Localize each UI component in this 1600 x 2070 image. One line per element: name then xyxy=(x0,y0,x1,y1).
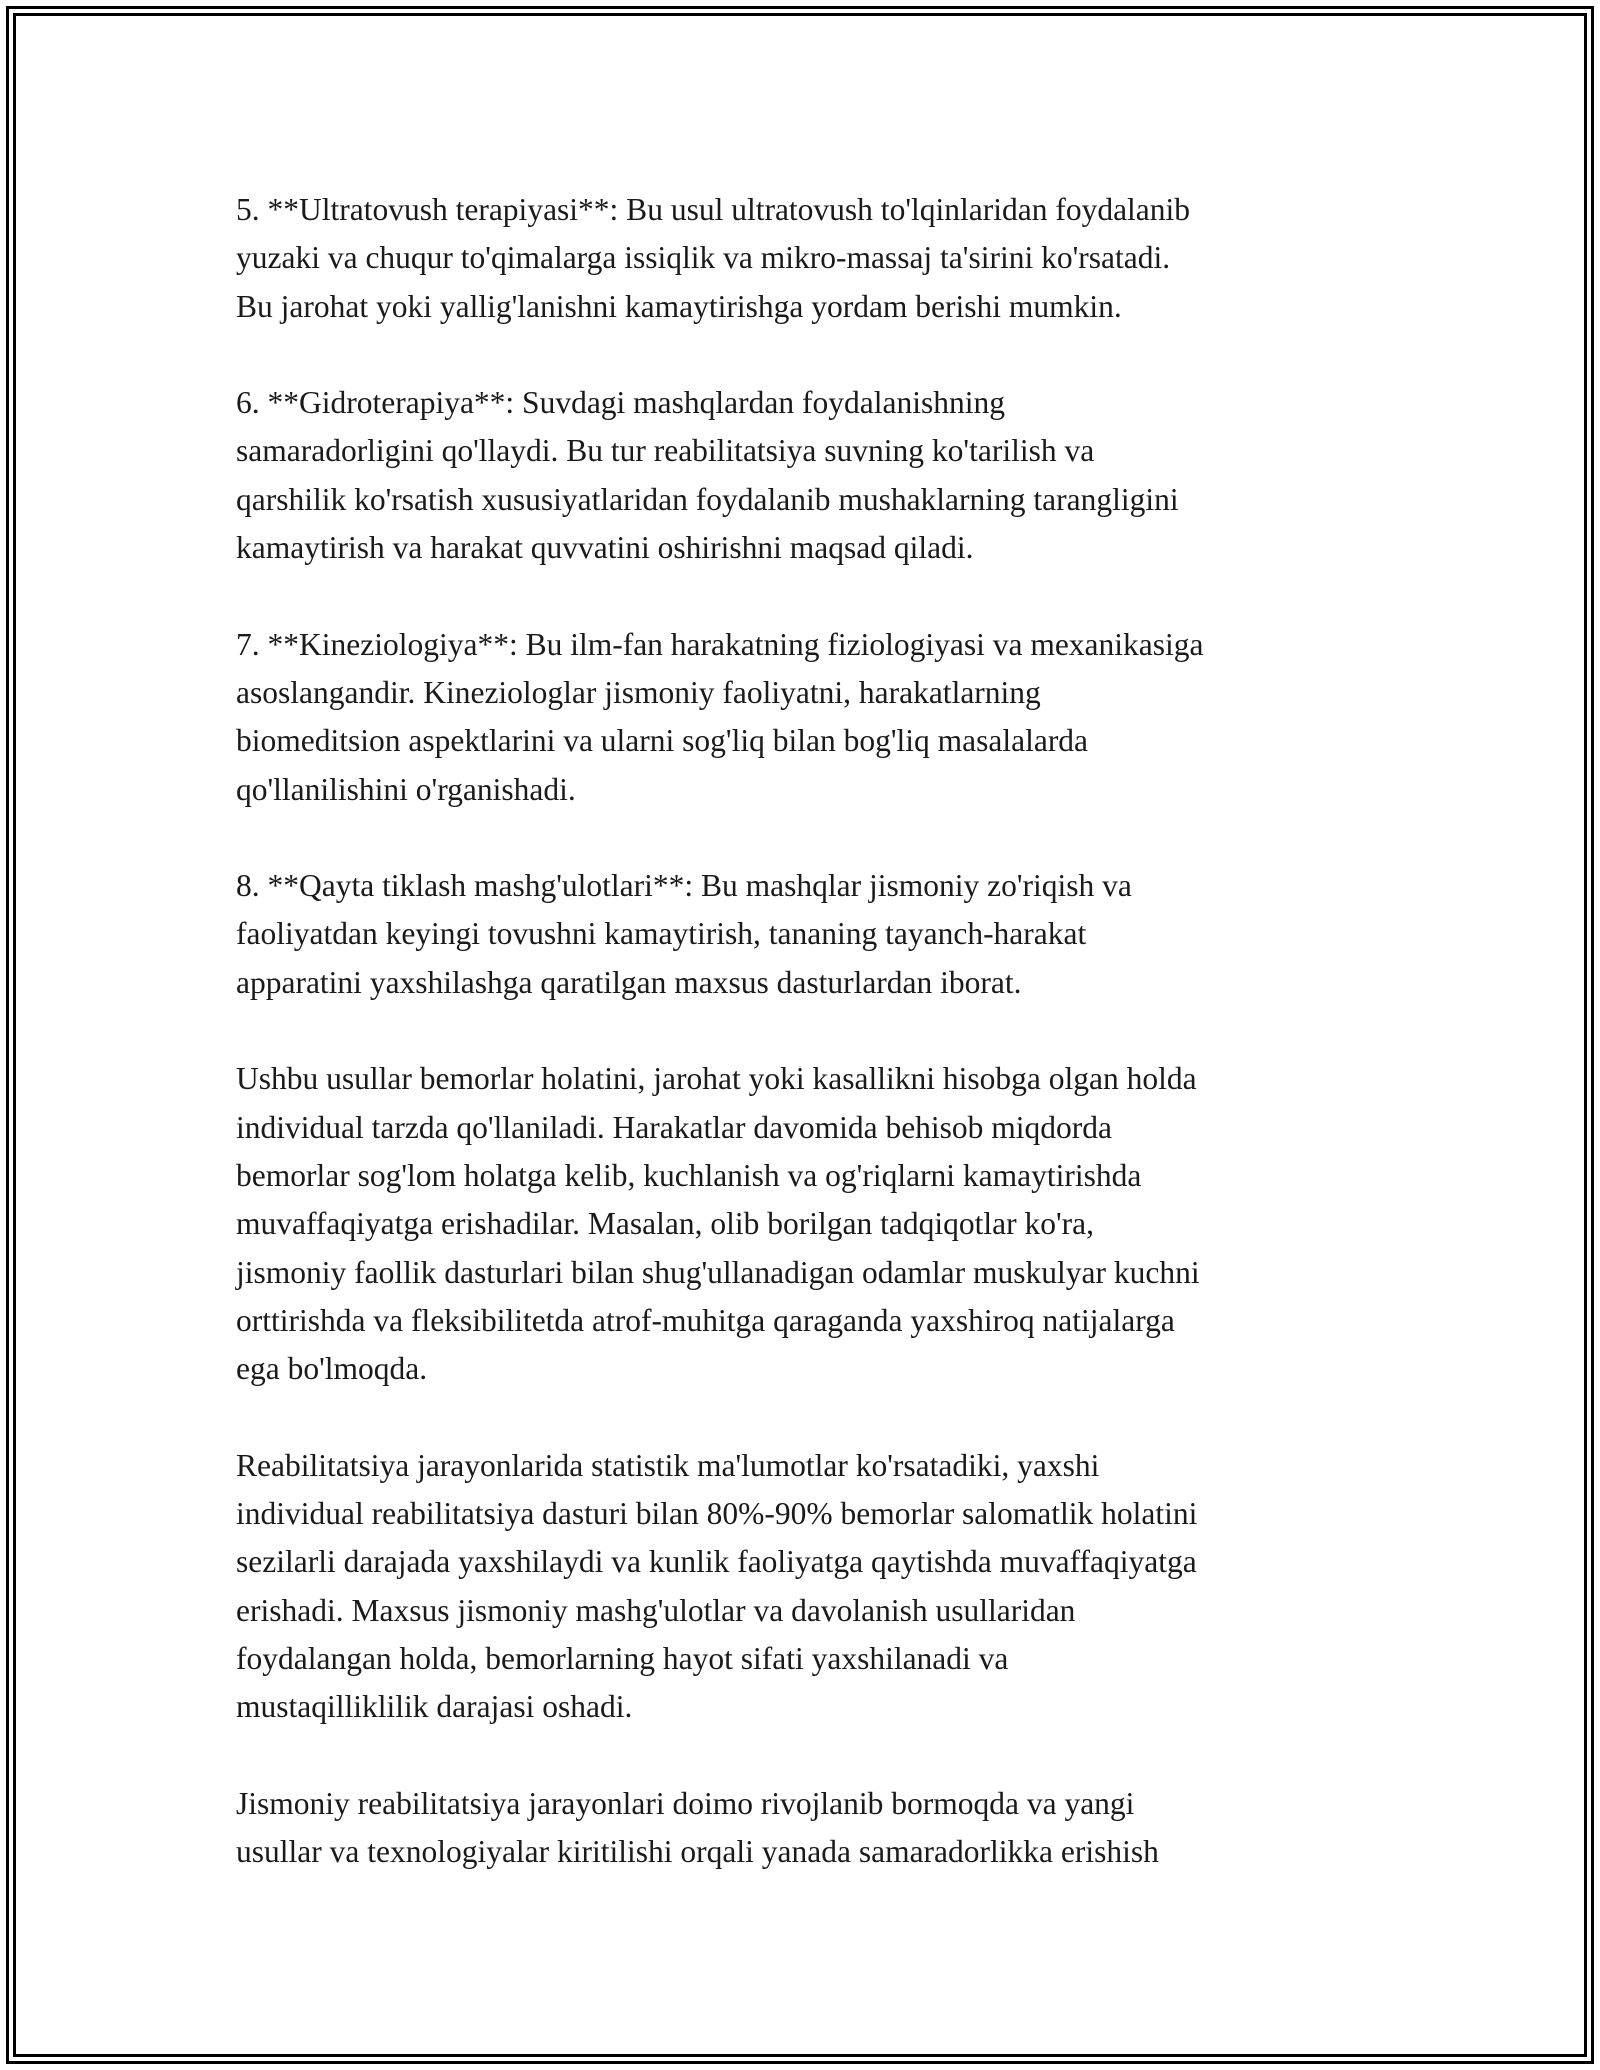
text-line: jismoniy faollik dasturlari bilan shug'ullanadigan odamlar muskulyar kuchni xyxy=(236,1254,1200,1290)
text-line: 7. **Kineziologiya**: Bu ilm-fan harakatning fiziologiyasi va mexanikasiga xyxy=(236,626,1204,662)
text-line: individual tarzda qo'llaniladi. Harakatlar davomida behisob miqdorda xyxy=(236,1109,1113,1145)
paragraph-ushbu-usullar xyxy=(236,1055,1386,1393)
text-line: individual reabilitatsiya dasturi bilan 80%-90% bemorlar salomatlik holatini xyxy=(236,1496,1198,1532)
text-line: usullar va texnologiyalar kiritilishi orqali yanada samaradorlikka erishish xyxy=(236,1834,1159,1870)
text-line: samaradorligini qo'llaydi. Bu tur reabilitatsiya suvning ko'tarilish va xyxy=(236,433,1095,469)
text-line: 8. **Qayta tiklash mashg'ulotlari**: Bu mashqlar jismoniy zo'riqish va xyxy=(236,868,1132,904)
text-line: 5. **Ultratovush terapiyasi**: Bu usul ultratovush to'lqinlaridan foydalanib xyxy=(236,192,1191,227)
paragraph-ultratovush-terapiyasi xyxy=(236,186,1386,331)
document-body xyxy=(236,186,1386,1925)
text-line: bemorlar sog'lom holatga kelib, kuchlanish va og'riqlarni kamaytirishda xyxy=(236,1157,1142,1193)
paragraph-gidroterapiya xyxy=(236,379,1386,572)
text-line: erishadi. Maxsus jismoniy mashg'ulotlar va davolanish usullaridan xyxy=(236,1592,1076,1628)
text-line: biomeditsion aspektlarini va ularni sog'liq bilan bog'liq masalalarda xyxy=(236,723,1089,759)
paragraph-kineziologiya xyxy=(236,621,1386,814)
text-line: ega bo'lmoqda. xyxy=(236,1351,428,1387)
text-line: foydalangan holda, bemorlarning hayot sifati yaxshilanadi va xyxy=(236,1640,1009,1676)
text-line: orttirishda va fleksibilitetda atrof-muhitga qaraganda yaxshiroq natijalarga xyxy=(236,1302,1175,1338)
text-line: apparatini yaxshilashga qaratilgan maxsus dasturlardan iborat. xyxy=(236,964,1022,1000)
text-line: kamaytirish va harakat quvvatini oshirishni maqsad qiladi. xyxy=(236,530,974,566)
text-line: faoliyatdan keyingi tovushni kamaytirish, tananing tayanch-harakat xyxy=(236,916,1087,952)
text-line: Bu jarohat yoki yallig'lanishni kamaytirishga yordam berishi mumkin. xyxy=(236,288,1122,324)
text-line: Reabilitatsiya jarayonlarida statistik ma'lumotlar ko'rsatadiki, yaxshi xyxy=(236,1447,1100,1483)
paragraph-jismoniy-reabilitatsiya xyxy=(236,1780,1386,1877)
paragraph-statistika xyxy=(236,1442,1386,1732)
text-line: muvaffaqiyatga erishadilar. Masalan, olib borilgan tadqiqotlar ko'ra, xyxy=(236,1206,1094,1242)
paragraph-qayta-tiklash xyxy=(236,862,1386,1007)
text-line: yuzaki va chuqur to'qimalarga issiqlik va mikro-massaj ta'sirini ko'rsatadi. xyxy=(236,240,1171,276)
text-line: qo'llanilishini o'rganishadi. xyxy=(236,771,576,807)
text-line: qarshilik ko'rsatish xususiyatlaridan foydalanib mushaklarning tarangligini xyxy=(236,481,1179,517)
text-line: mustaqilliklilik darajasi oshadi. xyxy=(236,1689,633,1725)
text-line: Ushbu usullar bemorlar holatini, jarohat yoki kasallikni hisobga olgan holda xyxy=(236,1061,1197,1097)
text-line: 6. **Gidroterapiya**: Suvdagi mashqlardan foydalanishning xyxy=(236,385,1005,421)
text-line: sezilarli darajada yaxshilaydi va kunlik faoliyatga qaytishda muvaffaqiyatga xyxy=(236,1544,1197,1580)
text-line: Jismoniy reabilitatsiya jarayonlari doimo rivojlanib bormoqda va yangi xyxy=(236,1785,1135,1821)
text-line: asoslangandir. Kineziologlar jismoniy faoliyatni, harakatlarning xyxy=(236,674,1041,710)
